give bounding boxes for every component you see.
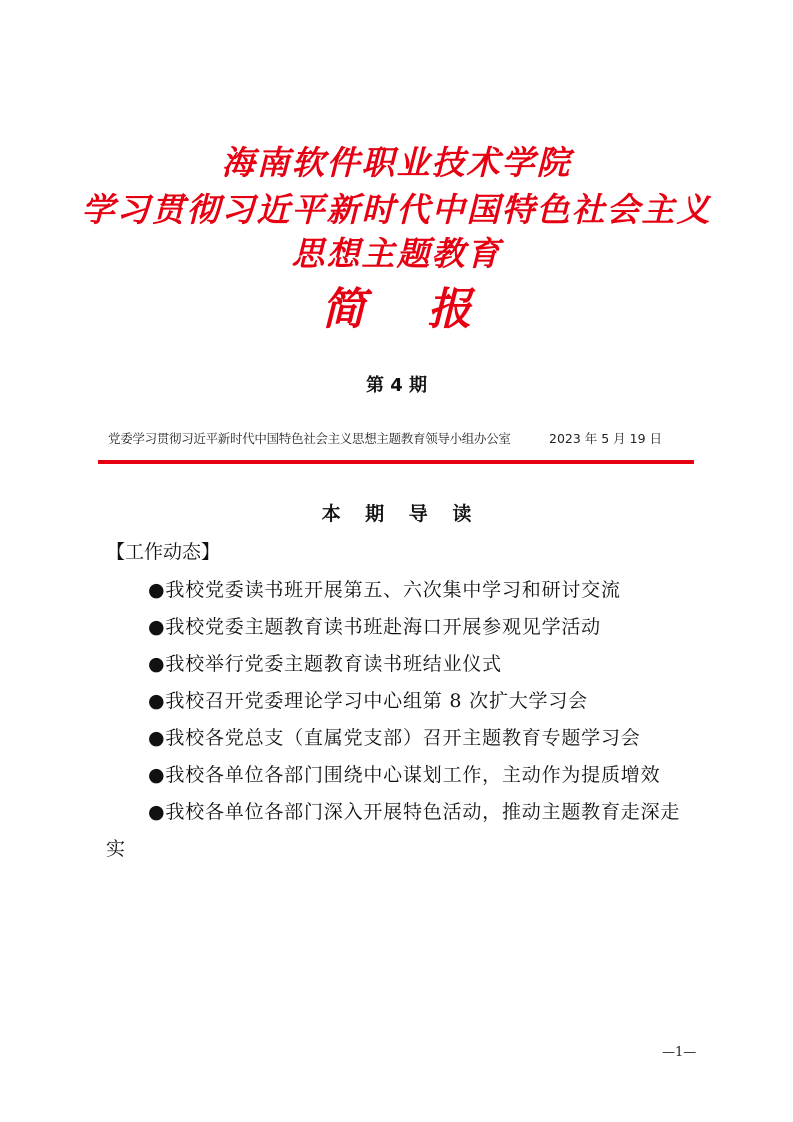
headline-list: [106, 572, 694, 868]
headline-item: ●我校举行党委主题教育读书班结业仪式: [148, 653, 502, 675]
theme-title-line2: 思想主题教育: [291, 234, 502, 273]
headline-item: ●我校各单位各部门深入开展特色活动，推动主题教育走深走实: [106, 801, 681, 860]
headline-item: ●我校党委主题教育读书班赴海口开展参观见学活动: [148, 616, 601, 638]
headline-item: ●我校召开党委理论学习中心组第 8 次扩大学习会: [148, 690, 588, 712]
issue-number: 第 4 期: [365, 375, 428, 396]
school-name: 海南软件职业技术学院: [221, 143, 572, 182]
bulletin-title: [0, 285, 793, 335]
page-number: —1—: [662, 1045, 697, 1060]
red-divider: [98, 460, 694, 464]
headline-item: ●我校各党总支（直属党支部）召开主题教育专题学习会: [148, 727, 641, 749]
bulletin-char-2: 报: [427, 284, 472, 335]
headline-item: ●我校各单位各部门围绕中心谋划工作，主动作为提质增效: [148, 764, 661, 786]
bulletin-char-1: 简: [321, 284, 366, 335]
guide-heading: 本 期 导 读: [321, 503, 472, 525]
issuing-office: 党委学习贯彻习近平新时代中国特色社会主义思想主题教育领导小组办公室: [108, 431, 511, 446]
theme-title-line1: 学习贯彻习近平新时代中国特色社会主义: [81, 190, 712, 229]
issue-date: 2023 年 5 月 19 日: [549, 431, 663, 446]
headline-item: ●我校党委读书班开展第五、六次集中学习和研讨交流: [148, 579, 621, 601]
section-heading: 【工作动态】: [106, 541, 221, 563]
